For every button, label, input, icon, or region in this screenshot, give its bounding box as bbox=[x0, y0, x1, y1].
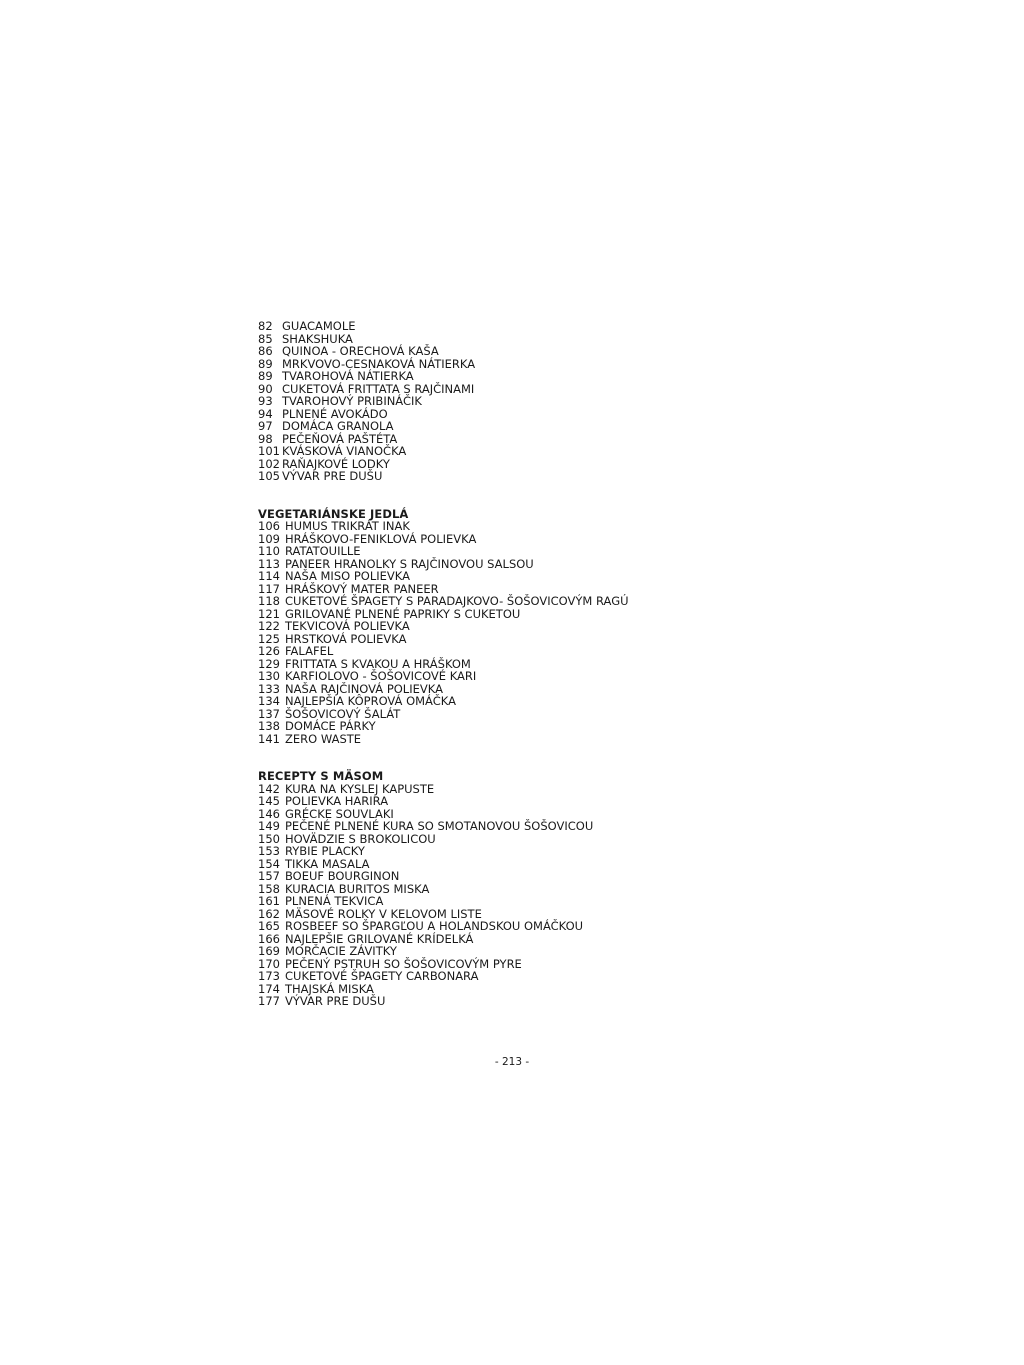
entry-page-number: 97 bbox=[258, 419, 273, 433]
entry-title: HUMUS TRIKRÁT INAK bbox=[285, 519, 410, 533]
entry-page-number: 169 bbox=[258, 944, 280, 958]
entry-page-number: 106 bbox=[258, 519, 280, 533]
toc-section-breakfast bbox=[258, 320, 818, 483]
entry-page-number: 177 bbox=[258, 994, 280, 1008]
toc-entry bbox=[258, 670, 818, 683]
entry-title: PEČEŇOVÁ PAŠTÉTA bbox=[282, 431, 398, 446]
toc-entry bbox=[258, 470, 818, 483]
toc-entry bbox=[258, 870, 818, 883]
entry-title: ŠOŠOVICOVÝ ŠALÁT bbox=[285, 706, 401, 721]
toc-entry bbox=[258, 595, 818, 608]
toc-entry bbox=[258, 845, 818, 858]
entry-page-number: 162 bbox=[258, 906, 280, 921]
toc-entry bbox=[258, 420, 818, 433]
table-of-contents bbox=[258, 320, 818, 1008]
entry-title: CUKETOVÁ FRITTATA S RAJČINAMI bbox=[282, 381, 475, 396]
entry-page-number: 170 bbox=[258, 956, 280, 971]
entry-title: ZERO WASTE bbox=[285, 731, 362, 746]
entry-title: TIKKA MASALA bbox=[285, 856, 370, 871]
entry-title: TVAROHOVÝ PRIBINÁČIK bbox=[282, 394, 422, 408]
entry-page-number: 94 bbox=[258, 406, 273, 421]
entry-title: CUKETOVÉ ŠPAGETY CARBONARA bbox=[285, 969, 479, 983]
entry-title: VÝVAR PRE DUŠU bbox=[285, 994, 386, 1008]
toc-entry bbox=[258, 895, 818, 908]
entry-title: HRÁŠKOVO-FENIKLOVÁ POLIEVKA bbox=[285, 531, 477, 546]
entry-title: QUINOA - ORECHOVÁ KAŠA bbox=[282, 344, 439, 358]
entry-page-number: 125 bbox=[258, 631, 280, 646]
entry-title: PANEER HRANOLKY S RAJČINOVOU SALSOU bbox=[285, 556, 534, 571]
entry-title: HOVÄDZIE S BROKOLICOU bbox=[285, 831, 436, 846]
entry-title: PEČENÉ PLNENÉ KURA SO SMOTANOVOU ŠOŠOVICOU bbox=[285, 819, 594, 833]
entry-title: MRKVOVO-CESNAKOVÁ NÁTIERKA bbox=[282, 356, 476, 371]
entry-title: POLIEVKA HARIRA bbox=[285, 794, 389, 808]
entry-title: FRITTATA S KVAKOU A HRÁŠKOM bbox=[285, 656, 471, 671]
entry-page-number: 161 bbox=[258, 894, 280, 908]
toc-entry bbox=[258, 620, 818, 633]
toc-entry bbox=[258, 795, 818, 808]
entry-page-number: 146 bbox=[258, 806, 280, 821]
toc-entry bbox=[258, 395, 818, 408]
toc-entry bbox=[258, 645, 818, 658]
entry-title: KVÁSKOVÁ VIANOČKA bbox=[282, 444, 407, 458]
entry-title: DOMÁCA GRANOLA bbox=[282, 419, 394, 433]
entry-page-number: 110 bbox=[258, 544, 280, 558]
entry-title: KURA NA KYSLEJ KAPUSTE bbox=[285, 781, 435, 796]
entry-page-number: 85 bbox=[258, 331, 273, 346]
entry-page-number: 153 bbox=[258, 844, 280, 858]
entry-title: KARFIOLOVO - ŠOŠOVICOVÉ KARI bbox=[285, 669, 477, 683]
toc-entry bbox=[258, 720, 818, 733]
toc-section-vegetarian bbox=[258, 508, 818, 746]
toc-entry bbox=[258, 545, 818, 558]
entry-title: SHAKSHUKA bbox=[282, 331, 353, 346]
entry-page-number: 154 bbox=[258, 856, 280, 871]
entry-title: RAŇAJKOVÉ LODKY bbox=[282, 456, 390, 471]
entry-page-number: 82 bbox=[258, 319, 273, 333]
entry-title: GRILOVANÉ PLNENÉ PAPRIKY S CUKETOU bbox=[285, 606, 521, 621]
entry-page-number: 89 bbox=[258, 356, 273, 371]
entry-page-number: 141 bbox=[258, 731, 280, 746]
toc-entry bbox=[258, 320, 818, 333]
entry-page-number: 105 bbox=[258, 469, 280, 483]
toc-entry bbox=[258, 633, 818, 646]
toc-entry bbox=[258, 820, 818, 833]
toc-entry bbox=[258, 345, 818, 358]
entry-page-number: 130 bbox=[258, 669, 280, 683]
toc-entry bbox=[258, 520, 818, 533]
toc-entry bbox=[258, 570, 818, 583]
entry-title: RATATOUILLE bbox=[285, 544, 361, 558]
entry-title: ROSBEEF SO ŠPARGĽOU A HOLANDSKOU OMÁČKOU bbox=[285, 919, 584, 933]
toc-entry bbox=[258, 733, 818, 746]
entry-title: GRÉCKE SOUVLAKI bbox=[285, 806, 394, 821]
entry-page-number: 118 bbox=[258, 594, 280, 608]
entry-title: NAJLEPŠIA KÔPROVÁ OMÁČKA bbox=[285, 694, 456, 708]
entry-title: PLNENÁ TEKVICA bbox=[285, 894, 384, 908]
entry-title: PEČENÝ PSTRUH SO ŠOŠOVICOVÝM PYRE bbox=[285, 956, 522, 971]
entry-page-number: 133 bbox=[258, 681, 280, 696]
toc-section-meat bbox=[258, 770, 818, 1008]
toc-entry bbox=[258, 445, 818, 458]
toc-entry bbox=[258, 695, 818, 708]
entry-page-number: 165 bbox=[258, 919, 280, 933]
entry-page-number: 102 bbox=[258, 456, 280, 471]
entry-page-number: 126 bbox=[258, 644, 280, 658]
entry-page-number: 90 bbox=[258, 381, 273, 396]
entry-page-number: 93 bbox=[258, 394, 273, 408]
entry-page-number: 121 bbox=[258, 606, 280, 621]
entry-title: THAJSKÁ MISKA bbox=[285, 981, 374, 996]
section-heading: VEGETARIÁNSKE JEDLÁ bbox=[258, 506, 409, 521]
toc-entry bbox=[258, 995, 818, 1008]
entry-page-number: 86 bbox=[258, 344, 273, 358]
entry-page-number: 158 bbox=[258, 881, 280, 896]
entry-title: HRÁŠKOVÝ MATER PANEER bbox=[285, 581, 439, 596]
entry-page-number: 129 bbox=[258, 656, 280, 671]
entry-title: HRSTKOVÁ POLIEVKA bbox=[285, 631, 407, 646]
entry-page-number: 109 bbox=[258, 531, 280, 546]
entry-page-number: 173 bbox=[258, 969, 280, 983]
entry-page-number: 122 bbox=[258, 619, 280, 633]
entry-page-number: 114 bbox=[258, 569, 280, 583]
entry-page-number: 101 bbox=[258, 444, 280, 458]
entry-title: TEKVICOVÁ POLIEVKA bbox=[285, 619, 410, 633]
entry-page-number: 157 bbox=[258, 869, 280, 883]
entry-title: MORČACIE ZÁVITKY bbox=[285, 944, 397, 958]
toc-entry bbox=[258, 920, 818, 933]
entry-title: GUACAMOLE bbox=[282, 319, 356, 333]
entry-title: CUKETOVÉ ŠPAGETY S PARADAJKOVO- ŠOŠOVICOVÝM RAGÚ bbox=[285, 594, 629, 608]
entry-page-number: 142 bbox=[258, 781, 280, 796]
entry-title: NAJLEPŠIE GRILOVANÉ KRÍDELKÁ bbox=[285, 931, 474, 946]
entry-title: NAŠA RAJČINOVÁ POLIEVKA bbox=[285, 681, 443, 696]
entry-page-number: 134 bbox=[258, 694, 280, 708]
entry-title: VÝVAR PRE DUŠU bbox=[282, 469, 383, 483]
entry-page-number: 174 bbox=[258, 981, 280, 996]
entry-title: BOEUF BOURGINON bbox=[285, 869, 400, 883]
entry-page-number: 150 bbox=[258, 831, 280, 846]
entry-title: PLNENÉ AVOKÁDO bbox=[282, 406, 388, 421]
entry-page-number: 138 bbox=[258, 719, 280, 733]
toc-entry bbox=[258, 945, 818, 958]
entry-page-number: 149 bbox=[258, 819, 280, 833]
entry-title: DOMÁCE PÁRKY bbox=[285, 719, 376, 733]
entry-title: MÄSOVÉ ROLKY V KELOVOM LISTE bbox=[285, 906, 482, 921]
entry-page-number: 89 bbox=[258, 369, 273, 383]
entry-title: KURACIA BURITOS MISKA bbox=[285, 881, 430, 896]
entry-page-number: 98 bbox=[258, 431, 273, 446]
toc-entry bbox=[258, 970, 818, 983]
entry-page-number: 117 bbox=[258, 581, 280, 596]
entry-title: TVAROHOVÁ NÁTIERKA bbox=[282, 369, 414, 383]
entry-page-number: 166 bbox=[258, 931, 280, 946]
entry-page-number: 145 bbox=[258, 794, 280, 808]
entry-title: FALAFEL bbox=[285, 644, 334, 658]
toc-entry bbox=[258, 370, 818, 383]
page-number: - 213 - bbox=[494, 1056, 530, 1068]
entry-page-number: 113 bbox=[258, 556, 280, 571]
entry-title: RYBIE PLACKY bbox=[285, 844, 365, 858]
entry-title: NAŠA MISO POLIEVKA bbox=[285, 569, 410, 583]
section-heading: RECEPTY S MÄSOM bbox=[258, 769, 384, 783]
entry-page-number: 137 bbox=[258, 706, 280, 721]
